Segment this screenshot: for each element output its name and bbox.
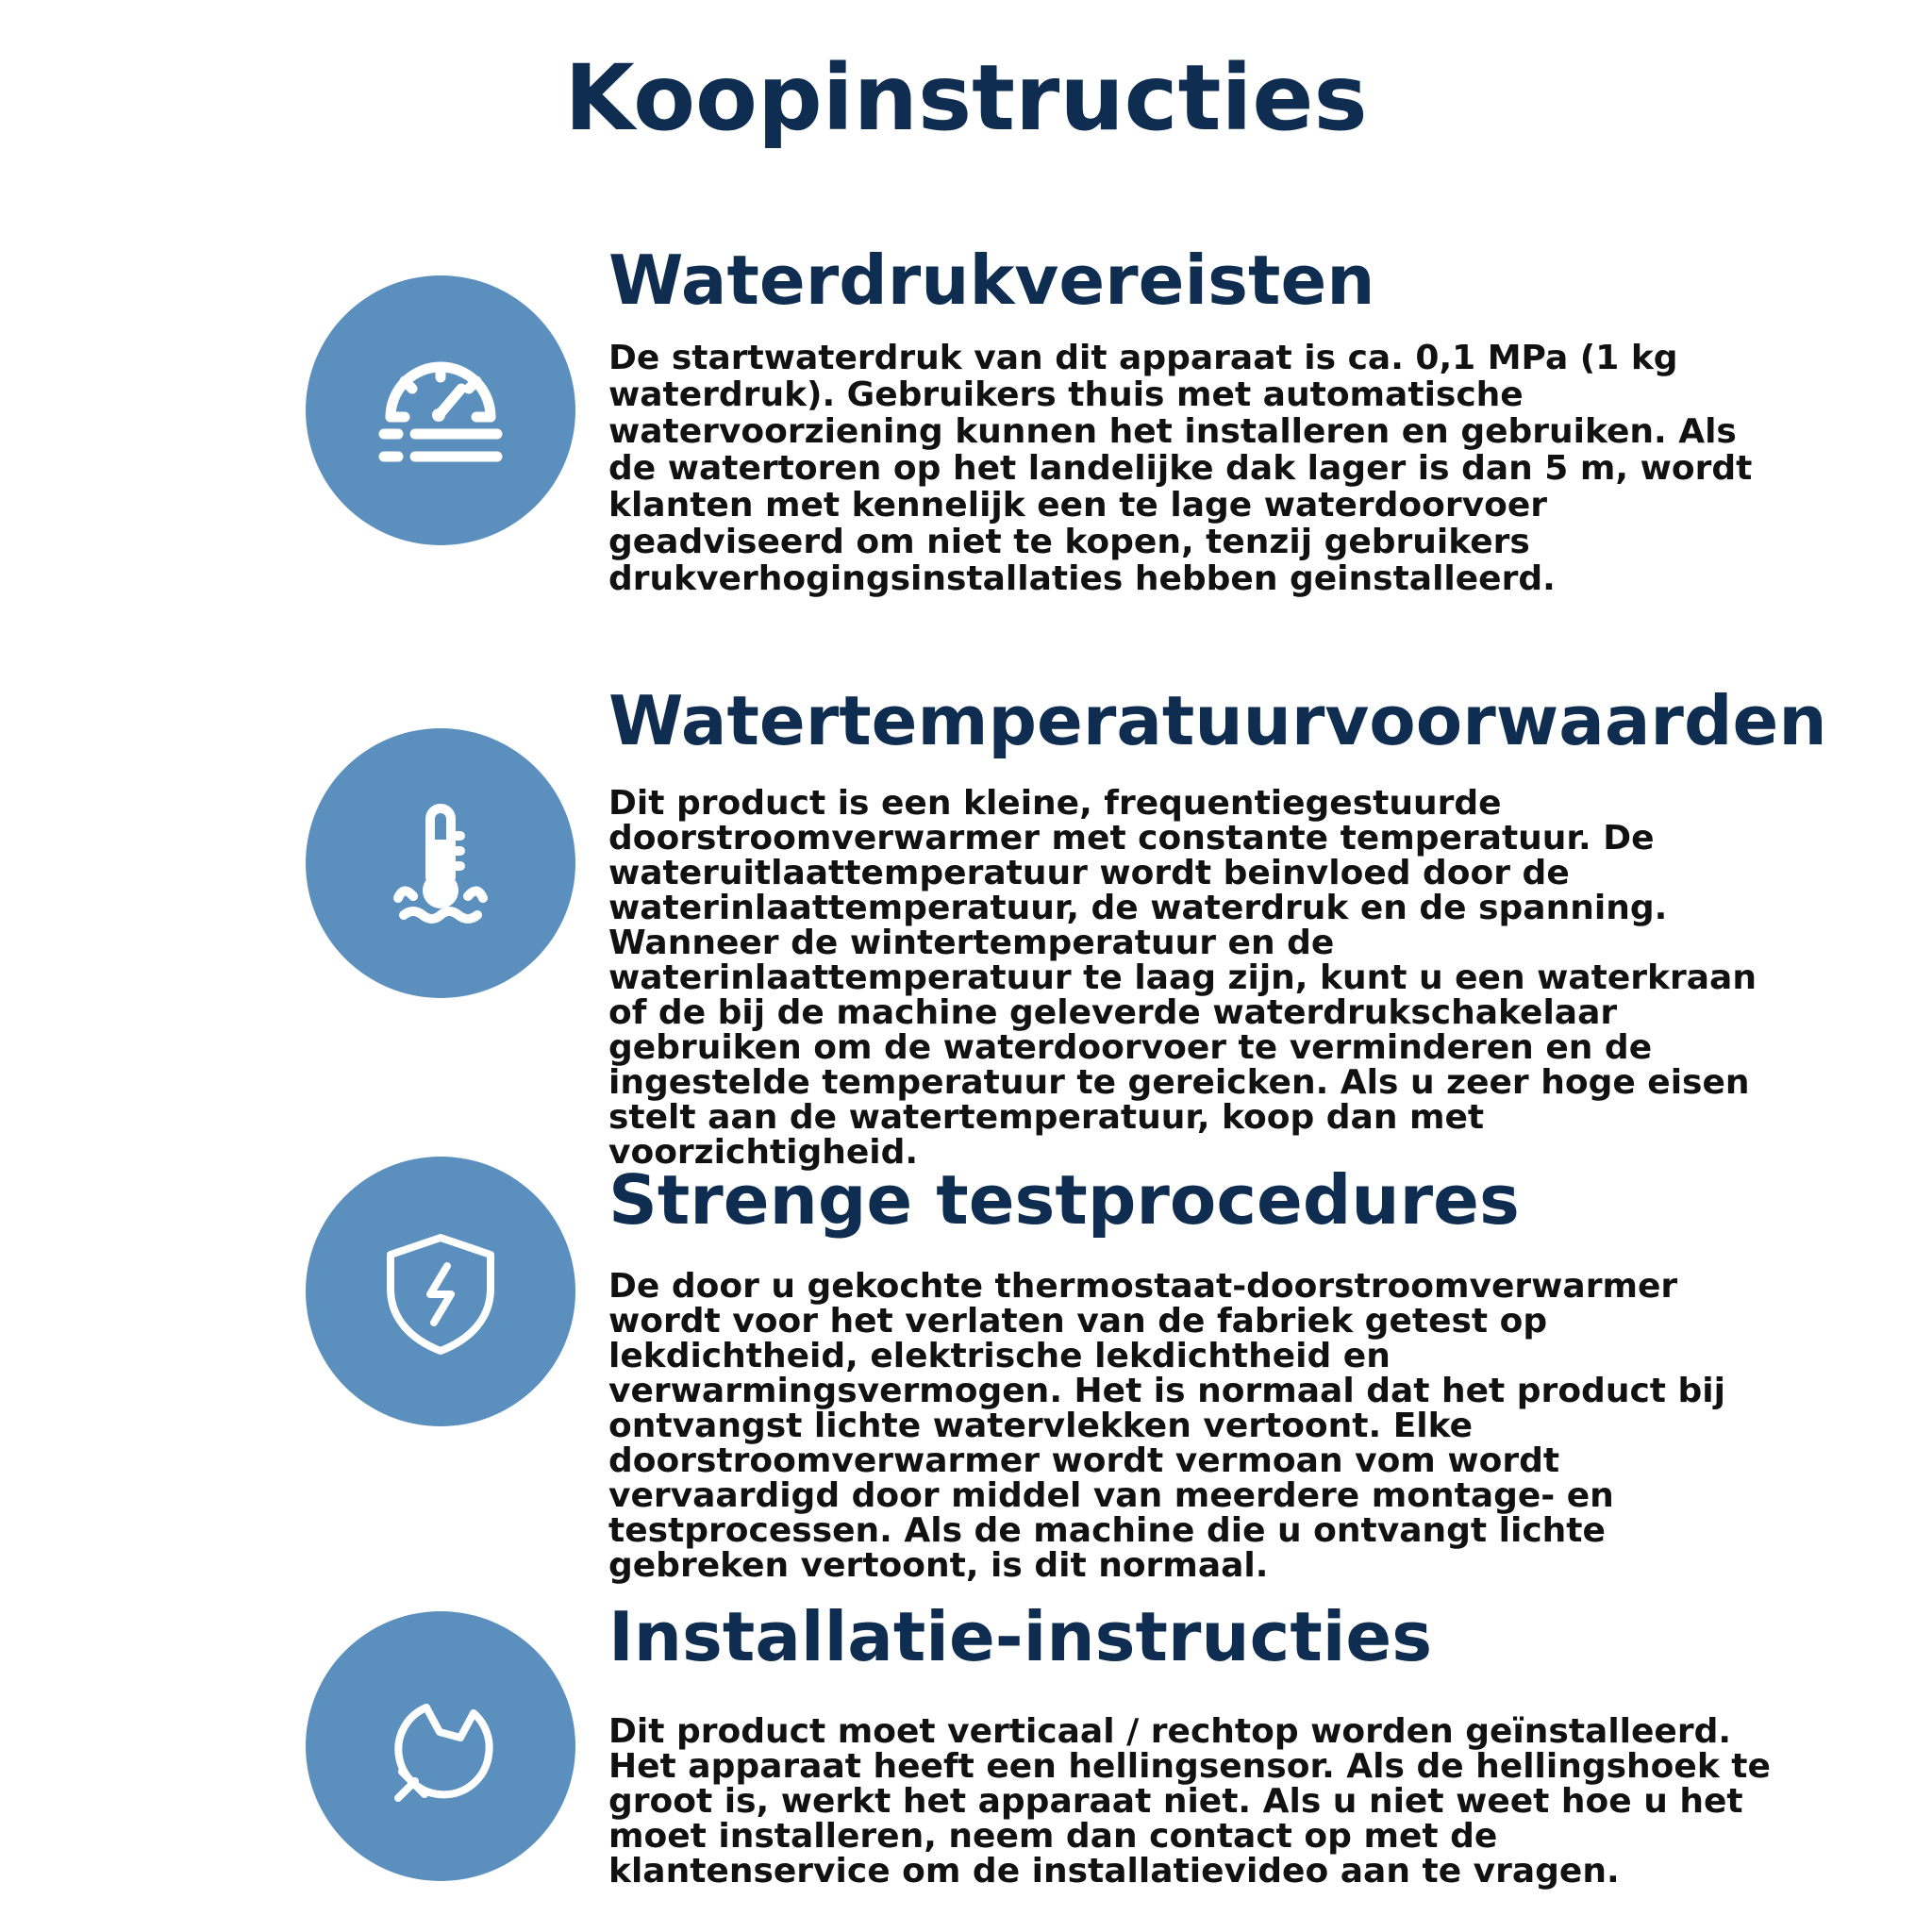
section-heading: Strenge testprocedures	[608, 1160, 1520, 1240]
section-body: Dit product is een kleine, frequentiegestuurde doorstroomverwarmer met constante temperatuur. De wateruitlaattemperatuur wordt beinvloed door de waterinlaattemperatuur, de waterdruk en de spanning. Wanneer de wintertemperatuur en de waterinlaattemperatuur te laag zijn, kunt u een waterkraan of de bij de machine geleverde waterdrukschakelaar gebruiken om de waterdoorvoer te verminderen en de ingestelde temperatuur te gereicken. Als u zeer hoge eisen stelt aan de watertemperatuur, koop dan met voorzichtigheid.	[608, 784, 1757, 1172]
section-body: De startwaterdruk van dit apparaat is ca. 0,1 MPa (1 kg waterdruk). Gebruikers thuis met automatische watervoorziening kunnen het installeren en gebruiken. Als de watertoren op het landelijke dak lager is dan 5 m, wordt klanten met kennelijk een te lage waterdoorvoer geadviseerd om niet te kopen, tenzij gebruikers drukverhogingsinstallaties hebben geinstalleerd.	[608, 339, 1753, 598]
wrench-icon	[306, 1611, 575, 1881]
section-heading: Installatie-instructies	[608, 1597, 1433, 1676]
section-heading: Watertemperatuurvoorwaarden	[608, 681, 1827, 760]
thermometer-water-icon	[306, 728, 575, 998]
shield-lightning-icon	[306, 1157, 575, 1426]
pressure-gauge-icon	[306, 275, 575, 545]
page-title: Koopinstructies	[564, 45, 1368, 151]
section-body: De door u gekochte thermostaat-doorstroomverwarmer wordt voor het verlaten van de fabriek getest op lekdichtheid, elektrische lekdichtheid en verwarmingsvermogen. Het is normaal dat het product bij ontvangst lichte watervlekken vertoont. Elke doorstroomverwarmer wordt vermoan vom wordt vervaardigd door middel van meerdere montage- en testprocessen. Als de machine die u ontvangt lichte gebreken vertoont, is dit normaal.	[608, 1267, 1725, 1585]
section-heading: Waterdrukvereisten	[608, 241, 1375, 320]
section-body: Dit product moet verticaal / rechtop worden geïnstalleerd. Het apparaat heeft een hellingsensor. Als de hellingshoek te groot is, werkt het apparaat niet. Als u niet weet hoe u het moet installeren, neem dan contact op met de klantenservice om de installatievideo aan te vragen.	[608, 1712, 1771, 1890]
